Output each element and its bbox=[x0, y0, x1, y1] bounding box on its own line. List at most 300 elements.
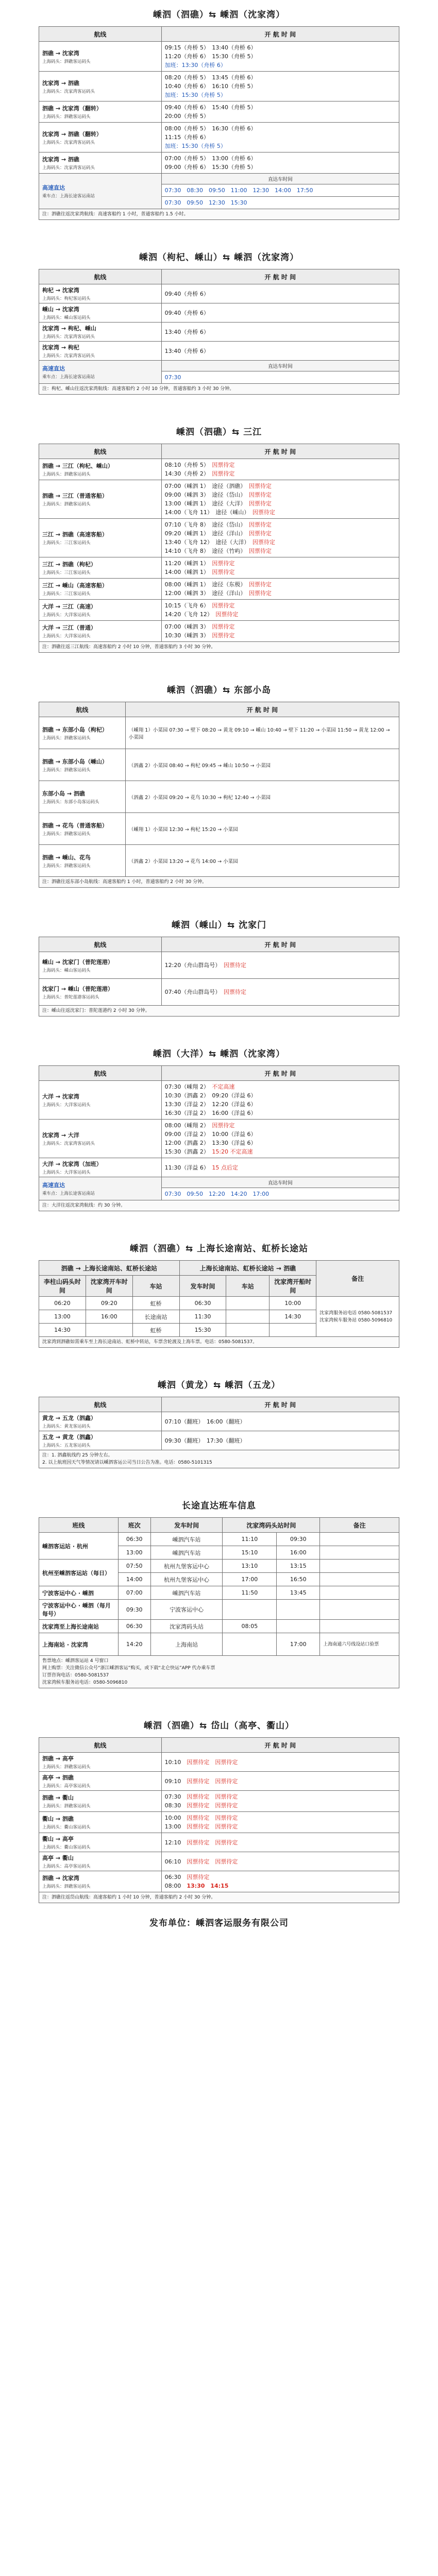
table-row bbox=[39, 1656, 399, 1688]
table-row bbox=[39, 1586, 399, 1600]
trip-time: 09:10 bbox=[164, 1777, 181, 1785]
cell bbox=[223, 1600, 277, 1620]
cell: 11:10 bbox=[223, 1533, 277, 1546]
cell: 09:30 bbox=[118, 1600, 150, 1620]
header-route: 航线 bbox=[39, 1738, 162, 1753]
cell bbox=[320, 1600, 399, 1620]
bus-footnote: 网上购票：关注微信公众号“浙江嵊泗客运”购买，或下载“北仑快运”APP 代办乘车票 bbox=[42, 1666, 215, 1671]
header-route: 航线 bbox=[39, 937, 162, 952]
cell: 嵊泗汽车站 bbox=[150, 1546, 223, 1560]
cell: 17:00 bbox=[223, 1573, 277, 1586]
table-row bbox=[39, 1533, 399, 1546]
table-row bbox=[39, 1753, 399, 1772]
route-name: 泗礁 → 三江（枸杞、嵊山） bbox=[42, 463, 113, 469]
route-name: 三江 → 嵊山（高速客船） bbox=[42, 582, 108, 589]
trip-via: 途径（东极） bbox=[212, 581, 243, 588]
trip-status: 因票待定 bbox=[248, 581, 272, 588]
cell bbox=[320, 1586, 399, 1600]
trip: 10:40（舟桥 6） 16:10（舟桥 5） bbox=[164, 83, 257, 90]
section-sijiao-east-islands bbox=[39, 683, 399, 888]
section-note: 沈家湾到泗礁如需乘车至上海长途南站、虹桥中转站，车票含轮渡及上海车票。电话：0580-5081537。 bbox=[39, 1337, 399, 1348]
table-row bbox=[39, 1892, 399, 1903]
trip-status: 因票待定 bbox=[187, 1858, 210, 1865]
cell bbox=[277, 1600, 320, 1620]
table-row bbox=[39, 1600, 399, 1620]
trip-time: 10:30（泗鑫 2） bbox=[164, 1092, 207, 1099]
section-note: 2. 以上航班因天气等情况请以嵊泗客运公司当日公告为准。电话：0580-5101315 bbox=[42, 1460, 212, 1465]
route-name: 大洋 → 三江（高速） bbox=[42, 603, 96, 610]
trip-status: 因票待定 bbox=[212, 602, 235, 609]
trip: 07:10（翻班） 16:00（翻班） bbox=[161, 1412, 399, 1431]
trip-time: 07:00（嵊泗 1） bbox=[164, 483, 207, 489]
cell bbox=[320, 1533, 399, 1546]
cell: 14:30 bbox=[39, 1324, 86, 1337]
header-inbound: 上海长途南站、虹桥长途站 → 泗礁 bbox=[179, 1261, 316, 1276]
trip-status: 因票待定 bbox=[215, 1823, 238, 1830]
trip-time: 10:15（飞舟 6） bbox=[164, 602, 207, 609]
trip-time: 12:00（嵊泗 3） bbox=[164, 590, 207, 597]
trip-time: 08:00（嵊翔 2） bbox=[164, 1122, 207, 1129]
header-time: 开 航 时 间 bbox=[161, 1738, 399, 1753]
trip: 13:40（舟桥 6） bbox=[161, 342, 399, 361]
trip-time: 13:00（嵊泗 1） bbox=[164, 500, 207, 507]
trip-status: 因票待定 bbox=[248, 483, 272, 489]
bus-times: 07:30 08:30 09:50 11:00 12:30 14:00 17:50 bbox=[161, 184, 399, 197]
table-row bbox=[39, 342, 399, 361]
section-note: 注：泗礁往返三江航线：高速客船约 2 小时 10 分钟，普通客船约 3 小时 30 分钟。 bbox=[39, 642, 399, 653]
bus-times: 07:30 09:50 12:20 14:20 17:00 bbox=[161, 1188, 399, 1200]
trip: 08:20（舟桥 5） 13:45（舟桥 6） bbox=[164, 74, 257, 81]
trip-status: 因票待定 bbox=[187, 1793, 210, 1800]
cell bbox=[226, 1324, 269, 1337]
cell: 09:20 bbox=[86, 1297, 132, 1310]
table-row bbox=[39, 1812, 399, 1833]
section-note: 注：枸杞、嵊山往返沈家湾航线：高速客船约 2 小时 10 分钟，普通客船约 3 小时 30 分钟。 bbox=[39, 384, 399, 395]
trip-status: 因票待定 bbox=[215, 1777, 238, 1785]
route-sub: 上海码头：黄龙客运码头 bbox=[42, 1424, 91, 1429]
trip-via: 途径（嵊山） bbox=[215, 509, 247, 516]
bus-label: 直达车时间 bbox=[161, 1177, 399, 1188]
trip-via: 途径（洋山） bbox=[212, 530, 243, 537]
trip-status: 不定高速 bbox=[212, 1083, 235, 1090]
route-name: 泗礁 → 嵊山、花鸟 bbox=[42, 854, 91, 861]
route-name: 沈家湾 → 大洋 bbox=[42, 1132, 79, 1139]
route-name: 衢山 → 泗礁 bbox=[42, 1816, 74, 1822]
table-row bbox=[39, 284, 399, 303]
route-name: 大洋 → 三江（普通） bbox=[42, 624, 96, 631]
trip: （嵊翔 1）小菜园 12:30 → 枸杞 15:20 → 小菜园 bbox=[125, 813, 399, 845]
trip-status: 因票待定 bbox=[252, 539, 275, 546]
trip-time: 14:20（飞舟 12） bbox=[164, 611, 210, 618]
header-route: 航线 bbox=[39, 27, 162, 42]
section-note: 注：嵊山往返沈家门：普陀莲港约 2 小时 30 分钟。 bbox=[39, 1006, 399, 1016]
route-name: 泗礁 → 三江（普通客船） bbox=[42, 493, 108, 499]
trip-time: 08:00（嵊泗 1） bbox=[164, 581, 207, 588]
cell bbox=[320, 1560, 399, 1573]
route-sub: 上海码头：衢山客运码头 bbox=[42, 1825, 91, 1830]
trip-time: 14:00（嵊泗 1） bbox=[164, 569, 207, 575]
extra-label: 加班： bbox=[164, 92, 182, 98]
cell: 15:10 bbox=[223, 1546, 277, 1560]
table-row bbox=[39, 979, 399, 1006]
route-sub: 上海码头：大洋客运码头 bbox=[42, 634, 91, 639]
table-row bbox=[39, 459, 399, 480]
cell: 嵊泗汽车站 bbox=[150, 1533, 223, 1546]
cell: 06:30 bbox=[118, 1620, 150, 1633]
section-note: 注：大洋往返沈家湾航线：约 30 分钟。 bbox=[39, 1200, 399, 1211]
route-name: 高亭 → 衢山 bbox=[42, 1855, 74, 1861]
trip-status: 因票待定 bbox=[212, 462, 235, 468]
trip-time: 12:00（泗鑫 2） bbox=[164, 1140, 207, 1146]
header-note: 备注 bbox=[320, 1518, 399, 1533]
cell: 16:50 bbox=[277, 1573, 320, 1586]
table-row bbox=[39, 1006, 399, 1016]
section-title: 嵊泗（枸杞、嵊山）⇆ 嵊泗（沈家湾） bbox=[139, 252, 299, 263]
trip: （泗鑫 2）小菜园 08:40 → 枸杞 09:45 → 嵊山 10:50 → 小菜园 bbox=[125, 749, 399, 781]
table-row bbox=[39, 101, 399, 123]
trip-time: 13:30（洋益 2） bbox=[164, 1101, 207, 1108]
trip-time: 11:30（洋益 6） bbox=[164, 1164, 207, 1171]
trip: 11:20（舟桥 6） 15:30（舟桥 5） bbox=[164, 53, 257, 60]
trip: 11:15（舟桥 6） bbox=[164, 134, 209, 141]
cell: 13:00 bbox=[118, 1546, 150, 1560]
trip-time: 16:30（洋益 2） bbox=[164, 1110, 207, 1116]
bus-route: 高速直达 bbox=[42, 1182, 65, 1189]
section-long-distance-bus bbox=[39, 1498, 399, 1688]
route-sub: 上海码头：泗礁客运码头 bbox=[42, 472, 91, 477]
section-note: 注：泗礁往返岱山航线：高速客船约 1 小时 10 分钟，普通客船约 2 小时 30 分钟。 bbox=[39, 1892, 399, 1903]
cell: 13:10 bbox=[223, 1560, 277, 1573]
table-row bbox=[39, 621, 399, 642]
route-sub: 上海码头：泗礁客运码头 bbox=[42, 59, 91, 64]
bus-footnote: 沈家湾候车服务站电话：0580-5096810 bbox=[42, 1680, 128, 1685]
cell: 08:05 bbox=[223, 1620, 277, 1633]
schedule-table bbox=[39, 1397, 399, 1468]
cell: 长途南站 bbox=[132, 1310, 179, 1324]
section-title: 嵊泗（泗礁）⇆ 东部小岛 bbox=[166, 685, 272, 696]
trip-time: 07:30 bbox=[164, 1793, 181, 1800]
trip-time: 06:30 bbox=[164, 1874, 181, 1880]
trip-time: 12:20（洋益 6） bbox=[212, 1101, 257, 1108]
section-title: 嵊泗（黄龙）⇆ 嵊泗（五龙） bbox=[157, 1380, 281, 1391]
header-route: 航线 bbox=[39, 1397, 162, 1412]
trip-via: 途径（竹屿） bbox=[212, 548, 243, 554]
trip-time: 08:30 bbox=[164, 1802, 181, 1809]
cell: 16:00 bbox=[86, 1310, 132, 1324]
table-row bbox=[39, 1450, 399, 1468]
table-row bbox=[39, 579, 399, 600]
table-row bbox=[39, 1871, 399, 1892]
line-name: 上海南站 · 沈家湾 bbox=[39, 1633, 119, 1656]
table-row bbox=[39, 845, 399, 877]
cell: 杭州九堡客运中心 bbox=[150, 1573, 223, 1586]
table-row bbox=[39, 1337, 399, 1348]
cell bbox=[226, 1297, 269, 1310]
trip-status: 因票待定 bbox=[187, 1823, 210, 1830]
cell: 杭州九堡客运中心 bbox=[150, 1560, 223, 1573]
route-name: 大洋 → 沈家湾（加班） bbox=[42, 1161, 102, 1167]
header-note: 备注 bbox=[316, 1261, 399, 1297]
section-dayang-shenjiawan bbox=[39, 1046, 399, 1211]
cell bbox=[86, 1324, 132, 1337]
table-row bbox=[39, 1560, 399, 1573]
trip-status: 因票待定 bbox=[248, 590, 272, 597]
trip-time: 07:00（嵊泗 3） bbox=[164, 623, 207, 630]
cell: 11:50 bbox=[223, 1586, 277, 1600]
col-label: 车站 bbox=[226, 1276, 269, 1297]
table-row bbox=[39, 1177, 399, 1188]
table-row bbox=[39, 1158, 399, 1177]
table-row bbox=[39, 749, 399, 781]
cell: 16:00 bbox=[277, 1546, 320, 1560]
cell: 15:30 bbox=[179, 1324, 226, 1337]
table-row bbox=[39, 642, 399, 653]
trip-status: 因票待定 bbox=[212, 623, 235, 630]
header-route: 航线 bbox=[39, 1066, 162, 1081]
trip-time: 10:00（洋益 6） bbox=[212, 1131, 257, 1138]
header-dep: 发车时间 bbox=[150, 1518, 223, 1533]
schedule-table bbox=[39, 702, 399, 888]
trip: （嵊翔 1）小菜园 07:30 → 壁下 08:20 → 黄龙 09:10 → 嵊山 10:40 → 壁下 11:20 → 小菜园 11:50 → 黄龙 12:00 → 小菜园 bbox=[125, 717, 399, 749]
trip-status: 因票待定 bbox=[248, 500, 272, 507]
cell: 10:00 bbox=[269, 1297, 316, 1310]
trip-time: 07:10（飞舟 8） bbox=[164, 521, 207, 528]
table-row bbox=[39, 557, 399, 579]
trip-status: 因票待定 bbox=[215, 1815, 238, 1821]
route-sub: 上海码头：东部小岛客运码头 bbox=[42, 799, 99, 805]
trip-time: 12:20（舟山群岛号） bbox=[164, 962, 218, 969]
trip: 09:00（舟桥 6） 15:30（舟桥 5） bbox=[164, 164, 257, 171]
route-name: 东部小岛 → 泗礁 bbox=[42, 790, 85, 797]
trip-time: 11:20（嵊泗 1） bbox=[164, 560, 207, 567]
route-name: 三江 → 泗礁（枸杞） bbox=[42, 561, 96, 568]
section-title: 嵊泗（泗礁）⇆ 岱山（高亭、衢山） bbox=[143, 1721, 295, 1731]
route-sub: 上海码头：沈家湾客运码头 bbox=[42, 89, 95, 94]
route-sub: 上海码头：高亭客运码头 bbox=[42, 1864, 91, 1869]
route-sub: 上海码头：泗礁客运码头 bbox=[42, 1804, 91, 1809]
cell: 14:30 bbox=[269, 1310, 316, 1324]
trip-time: 13:30（洋益 6） bbox=[212, 1140, 257, 1146]
cell: 13:00 bbox=[39, 1310, 86, 1324]
schedule-table bbox=[39, 26, 399, 220]
cell bbox=[223, 1633, 277, 1656]
route-name: 沈家湾 → 泗礁 bbox=[42, 156, 79, 163]
schedule-table bbox=[39, 1260, 399, 1348]
trip-time: 08:00 bbox=[164, 1883, 181, 1889]
trip-time: 10:00 bbox=[164, 1815, 181, 1821]
trip-time: 15:30（泗鑫 2） bbox=[164, 1148, 207, 1155]
trip-status: 因票待定 bbox=[187, 1758, 210, 1766]
section-title: 嵊泗（大洋）⇆ 嵊泗（沈家湾） bbox=[153, 1049, 285, 1059]
trip: 08:00（舟桥 5） 16:30（舟桥 6） bbox=[164, 125, 257, 132]
table-row bbox=[39, 1297, 399, 1310]
cell: 07:00 bbox=[118, 1586, 150, 1600]
table-row bbox=[39, 1772, 399, 1791]
trip-time: 07:40（舟山群岛号） bbox=[164, 989, 218, 995]
trip-time: 16:00（洋益 6） bbox=[212, 1110, 257, 1116]
table-row bbox=[39, 1620, 399, 1633]
route-sub: 上海码头：沈家湾客运码头 bbox=[42, 334, 95, 340]
cell bbox=[277, 1620, 320, 1633]
cell: 11:30 bbox=[179, 1310, 226, 1324]
route-sub: 上海码头：泗礁客运码头 bbox=[42, 767, 91, 773]
trip-time: 13:30 bbox=[187, 1883, 205, 1889]
bus-label: 直达车时间 bbox=[161, 361, 399, 371]
cell: 13:15 bbox=[277, 1560, 320, 1573]
table-row bbox=[39, 361, 399, 371]
trip-status: 因票待定 bbox=[187, 1839, 210, 1846]
route-sub: 上海码头：高亭客运码头 bbox=[42, 1784, 91, 1789]
section-note: 注：1. 泗鑫航线约 25 分钟左右。 bbox=[42, 1453, 113, 1458]
route-sub: 上海码头：三江客运码头 bbox=[42, 540, 91, 546]
trip-via: 途径（岱山） bbox=[212, 521, 243, 528]
section-sijiao-sanjiang bbox=[39, 425, 399, 653]
route-sub: 上海码头：泗礁客运码头 bbox=[42, 1765, 91, 1770]
trip-status: 因票待定 bbox=[248, 492, 272, 498]
route-name: 衢山 → 高亭 bbox=[42, 1836, 74, 1842]
trip-status: 因票待定 bbox=[215, 1839, 238, 1846]
route-sub: 上海码头：嵊山客运码头 bbox=[42, 968, 91, 973]
trip-status: 因票待定 bbox=[187, 1815, 210, 1821]
table-row bbox=[39, 42, 399, 72]
schedule-table bbox=[39, 269, 399, 395]
cell: 06:30 bbox=[179, 1297, 226, 1310]
route-sub: 上海码头：泗礁客运码头 bbox=[42, 735, 91, 741]
header-time: 开 航 时 间 bbox=[161, 1066, 399, 1081]
trip-time: 06:10 bbox=[164, 1858, 181, 1865]
header-time: 开 航 时 间 bbox=[161, 27, 399, 42]
schedule-table bbox=[39, 1065, 399, 1211]
trip-time: 09:20（洋益 6） bbox=[212, 1092, 257, 1099]
route-name: 沈家湾 → 枸杞 bbox=[42, 344, 79, 351]
header-route: 航线 bbox=[39, 702, 126, 717]
extra-trip: 15:30（舟桥 5） bbox=[181, 92, 226, 98]
table-row bbox=[39, 1833, 399, 1852]
cell bbox=[320, 1573, 399, 1586]
schedule-table bbox=[39, 937, 399, 1016]
route-sub: 上海码头：大洋客运码头 bbox=[42, 1103, 91, 1108]
trip-time: 10:10 bbox=[164, 1758, 181, 1766]
bus-footnote: 订票咨询电话：0580-5081537 bbox=[42, 1673, 109, 1678]
cell: 上海南站 bbox=[150, 1633, 223, 1656]
trip-time: 14:10（飞舟 8） bbox=[164, 548, 207, 554]
route-sub: 上海码头：三江客运码头 bbox=[42, 591, 91, 597]
header-time: 开 航 时 间 bbox=[161, 444, 399, 459]
trip: 13:40（舟桥 6） bbox=[161, 323, 399, 342]
route-name: 沈家湾 → 泗礁 bbox=[42, 79, 79, 87]
route-sub: 上海码头：泗礁客运码头 bbox=[42, 114, 91, 120]
cell: 虹桥 bbox=[132, 1324, 179, 1337]
trip-status: 因票待定 bbox=[215, 1858, 238, 1865]
route-name: 泗礁 → 沈家湾（翻转） bbox=[42, 105, 102, 112]
route-sub: 上海码头：泗礁客运码头 bbox=[42, 831, 91, 837]
cell bbox=[226, 1310, 269, 1324]
header-ban: 班次 bbox=[118, 1518, 150, 1533]
trip-time: 09:00（嵊泗 3） bbox=[164, 492, 207, 498]
table-row bbox=[39, 1412, 399, 1431]
route-sub: 上海码头：泗礁客运码头 bbox=[42, 1884, 91, 1889]
col-label: 李柱山码头时间 bbox=[39, 1276, 86, 1297]
cell: 上海南通六号线设站口验票 bbox=[320, 1633, 399, 1656]
trip: （泗鑫 2）小菜园 09:20 → 花鸟 10:30 → 枸杞 12:40 → 小菜园 bbox=[125, 781, 399, 813]
route-name: 泗礁 → 东部小岛（嵊山） bbox=[42, 758, 108, 765]
header-route: 航线 bbox=[39, 269, 162, 284]
route-name: 五龙 → 黄龙（泗鑫） bbox=[42, 1434, 96, 1440]
col-label: 车站 bbox=[132, 1276, 179, 1297]
route-sub: 上海码头：大洋客运码头 bbox=[42, 613, 91, 618]
cell bbox=[320, 1546, 399, 1560]
route-name: 泗礁 → 花鸟（普通客船） bbox=[42, 822, 108, 829]
schedule-table bbox=[39, 444, 399, 653]
route-sub: 上海码头：枸杞客运码头 bbox=[42, 296, 91, 301]
route-name: 沈家门 → 嵊山（普陀莲港） bbox=[42, 985, 113, 992]
trip-time: 07:30（嵊翔 2） bbox=[164, 1083, 207, 1090]
table-row bbox=[39, 877, 399, 888]
extra-label: 加班： bbox=[164, 62, 182, 69]
trip-via: 途径（大洋） bbox=[212, 500, 243, 507]
route-sub: 上海码头：沈家湾客运码头 bbox=[42, 165, 95, 171]
table-row bbox=[39, 1633, 399, 1656]
route-name: 泗礁 → 东部小岛（枸杞） bbox=[42, 726, 108, 733]
section-shanghai-bus bbox=[39, 1241, 399, 1348]
extra-label: 加班： bbox=[164, 143, 182, 149]
trip-status: 因票待定 bbox=[187, 1802, 210, 1809]
trip-time: 09:00（洋益 2） bbox=[164, 1131, 207, 1138]
route-sub: 上海码头：泗礁客运码头 bbox=[42, 863, 91, 869]
route-name: 泗礁 → 沈家湾 bbox=[42, 49, 79, 57]
trip-via: 途径（大洋） bbox=[215, 539, 247, 546]
line-name: 宁波客运中心 · 嵊泗 bbox=[39, 1586, 119, 1600]
table-row bbox=[39, 1852, 399, 1871]
header-time: 开 航 时 间 bbox=[161, 937, 399, 952]
route-name: 沈家湾 → 枸杞、嵊山 bbox=[42, 325, 96, 332]
trip-status: 因票待定 bbox=[212, 560, 235, 567]
line-name: 宁波客运中心 · 嵊泗（每月每号） bbox=[39, 1600, 119, 1620]
cell: 07:50 bbox=[118, 1560, 150, 1573]
section-note: 注：泗礁往返东部小岛航线：高速客船约 1 小时，普通客船约 2 小时 30 分钟。 bbox=[39, 877, 399, 888]
trip-status: 因票待定 bbox=[212, 470, 235, 477]
table-row bbox=[39, 519, 399, 557]
extra-trip: 15:30（舟桥 5） bbox=[181, 143, 226, 149]
route-name: 泗礁 → 沈家湾 bbox=[42, 1875, 79, 1882]
section-huanglong-wulong bbox=[39, 1378, 399, 1468]
route-sub: 上海码头：沈家湾客运码头 bbox=[42, 1141, 95, 1146]
cell: 13:45 bbox=[277, 1586, 320, 1600]
bus-times: 07:30 bbox=[161, 371, 399, 384]
row-note: 沈家湾服务站电话 0580-5081537 bbox=[319, 1310, 393, 1316]
trip: 09:15（舟桥 5） 13:40（舟桥 6） bbox=[164, 44, 257, 51]
trip-time: 13:00 bbox=[164, 1823, 181, 1830]
trip-status: 因票待定 bbox=[215, 1802, 238, 1809]
section-shengshan-shenjiamen bbox=[39, 918, 399, 1016]
trip-time: 10:30（嵊泗 3） bbox=[164, 632, 207, 639]
table-row bbox=[39, 152, 399, 174]
table-row bbox=[39, 1791, 399, 1812]
table-row bbox=[39, 1120, 399, 1158]
table-row bbox=[39, 303, 399, 323]
table-row bbox=[39, 813, 399, 845]
section-sijiao-daishan bbox=[39, 1718, 399, 1903]
trip-status: 15 点后定 bbox=[212, 1164, 238, 1171]
trip-status: 因票待定 bbox=[212, 1122, 235, 1129]
route-name: 大洋 → 沈家湾 bbox=[42, 1093, 79, 1100]
route-sub: 上海码头：沈家湾客运码头 bbox=[42, 353, 95, 359]
table-row bbox=[39, 72, 399, 101]
route-name: 三江 → 泗礁（高速客船） bbox=[42, 531, 108, 538]
table-row bbox=[39, 1431, 399, 1450]
publisher-footer: 发布单位：嵊泗客运服务有限公司 bbox=[149, 1918, 289, 1928]
table-row bbox=[39, 174, 399, 184]
